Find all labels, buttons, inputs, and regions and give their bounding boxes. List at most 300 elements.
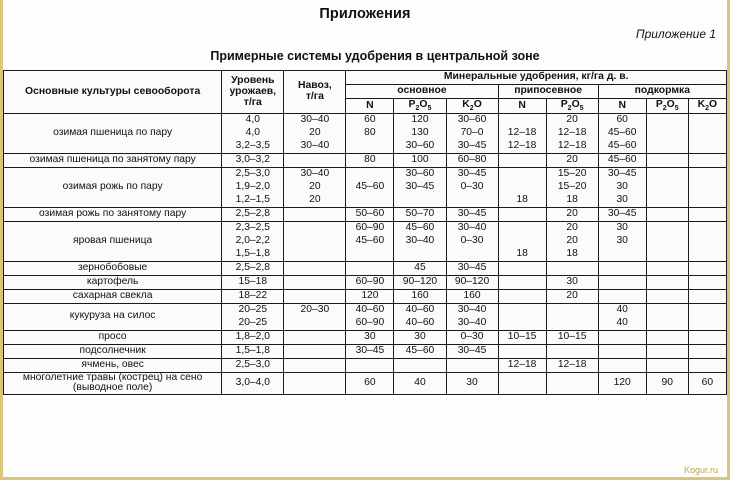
cell-value: 10–15: [507, 330, 537, 342]
cell-value: 45–60: [607, 154, 637, 166]
cell-value: [647, 208, 688, 221]
cell-value: [499, 114, 546, 127]
cell-topdressing-n: [598, 261, 646, 275]
header-yield-line1: Уровень: [231, 74, 275, 86]
cell-value: 18: [566, 194, 578, 206]
cell-value: [647, 194, 688, 207]
cell-value: [647, 181, 688, 194]
cell-value: 2,5–2,8: [235, 208, 270, 220]
cell-basic-p2o5: [394, 289, 446, 303]
cell-presowing-p2o5: [546, 222, 598, 262]
cell-value: [647, 331, 688, 344]
cell-topdressing-n: [598, 289, 646, 303]
table-row: [4, 168, 727, 208]
cell-basic-p2o5: [394, 330, 446, 344]
cell-value: [394, 194, 445, 207]
cell-value: 50–60: [355, 208, 385, 220]
cell-crop-name: озимая пшеница по занятому пару: [4, 154, 222, 168]
cell-value: 160: [411, 289, 429, 301]
cell-manure: [284, 222, 346, 262]
cell-topdressing-p2o5: [646, 303, 688, 330]
cell-value: [689, 208, 726, 221]
cell-value: [647, 235, 688, 248]
page-title: Приложения: [319, 6, 411, 22]
cell-crop-name: озимая рожь по пару: [4, 168, 222, 208]
cell-value: [499, 290, 546, 303]
cell-topdressing-k2o: [688, 289, 726, 303]
cell-value: [499, 168, 546, 181]
cell-basic-p2o5: [394, 303, 446, 330]
cell-value: 30–40: [457, 316, 487, 328]
cell-basic-k2o: [446, 289, 498, 303]
table-row: [4, 358, 727, 372]
cell-value: 60: [364, 114, 376, 126]
cell-presowing-p2o5: [546, 303, 598, 330]
cell-yield-level: [222, 114, 284, 154]
cell-basic-p2o5: [394, 372, 446, 395]
cell-topdressing-k2o: [688, 168, 726, 208]
cell-value: 15–20: [557, 168, 587, 180]
cell-basic-p2o5: [394, 114, 446, 154]
cell-presowing-p2o5: [546, 114, 598, 154]
cell-yield-level: [222, 358, 284, 372]
cell-value: [447, 248, 498, 261]
cell-basic-n: [346, 330, 394, 344]
cell-yield-level: [222, 372, 284, 395]
cell-value: 60: [701, 376, 714, 388]
cell-topdressing-k2o: [688, 222, 726, 262]
cell-value: 20–30: [300, 303, 330, 315]
cell-value: [447, 194, 498, 207]
cell-value: 3,0–3,2: [235, 154, 270, 166]
cell-presowing-n: [498, 261, 546, 275]
cell-value: [284, 262, 345, 275]
cell-yield-level: [222, 275, 284, 289]
header-presowing-n: N: [498, 98, 546, 113]
cell-value: 30: [616, 222, 628, 234]
cell-topdressing-n: [598, 344, 646, 358]
cell-value: 50–70: [405, 208, 435, 220]
cell-value: [647, 140, 688, 153]
table-row: [4, 344, 727, 358]
cell-value: 30–40: [300, 114, 330, 126]
cell-value: [599, 248, 646, 261]
cell-value: [547, 345, 598, 358]
cell-value: [499, 345, 546, 358]
cell-topdressing-p2o5: [646, 154, 688, 168]
cell-value: [447, 359, 498, 372]
header-manure-line1: Навоз,: [297, 80, 332, 92]
cell-value: [599, 290, 646, 303]
header-row-1: [4, 71, 727, 85]
cell-basic-k2o: [446, 168, 498, 208]
cell-presowing-p2o5: [546, 154, 598, 168]
cell-value: [647, 290, 688, 303]
table-body: [4, 114, 727, 395]
cell-topdressing-n: [598, 168, 646, 208]
cell-presowing-p2o5: [546, 330, 598, 344]
cell-presowing-p2o5: [546, 261, 598, 275]
cell-topdressing-k2o: [688, 330, 726, 344]
table-row: [4, 154, 727, 168]
cell-value: [394, 359, 445, 372]
cell-value: 12–18: [507, 358, 537, 370]
cell-value: 1,9–2,0: [235, 181, 270, 193]
cell-value: 12–18: [557, 127, 587, 139]
cell-topdressing-n: [598, 330, 646, 344]
cell-value: 30: [616, 181, 628, 193]
cell-value: 15–20: [557, 181, 587, 193]
cell-value: [647, 168, 688, 181]
cell-presowing-n: [498, 208, 546, 222]
cell-value: 0–30: [460, 234, 484, 246]
watermark: Kogur.ru: [683, 465, 718, 475]
cell-value: 18: [516, 247, 528, 259]
cell-value: [284, 248, 345, 261]
cell-value: 30–45: [607, 208, 637, 220]
cell-value: 30–40: [457, 222, 487, 234]
cell-value: [647, 114, 688, 127]
cell-value: [599, 345, 646, 358]
cell-value: [547, 317, 598, 330]
cell-basic-n: [346, 289, 394, 303]
table-row: [4, 289, 727, 303]
cell-yield-level: [222, 261, 284, 275]
cell-value: 12–18: [507, 127, 537, 139]
cell-value: [284, 331, 345, 344]
cell-presowing-n: [498, 222, 546, 262]
cell-crop-name: сахарная свекла: [4, 289, 222, 303]
cell-yield-level: [222, 289, 284, 303]
cell-value: 30–45: [457, 208, 487, 220]
cell-value: [599, 262, 646, 275]
cell-value: 30: [466, 376, 478, 388]
cell-value: [547, 377, 598, 390]
cell-crop-name: озимая рожь по занятому пару: [4, 208, 222, 222]
cell-basic-p2o5: [394, 168, 446, 208]
cell-basic-n: [346, 303, 394, 330]
cell-value: 40–60: [405, 303, 435, 315]
cell-yield-level: [222, 330, 284, 344]
cell-crop-name: кукуруза на силос: [4, 303, 222, 330]
cell-basic-n: [346, 372, 394, 395]
cell-value: 80: [364, 127, 376, 139]
cell-value: 30–45: [457, 344, 487, 356]
cell-value: [499, 222, 546, 235]
header-yield-level: [222, 71, 284, 114]
header-crop: Основные культуры севооборота: [4, 71, 222, 114]
cell-value: 100: [411, 154, 429, 166]
cell-basic-n: [346, 154, 394, 168]
cell-value: [689, 168, 726, 181]
cell-value: 3,0–4,0: [235, 376, 270, 388]
cell-basic-p2o5: [394, 275, 446, 289]
cell-presowing-p2o5: [546, 208, 598, 222]
cell-value: [689, 222, 726, 235]
cell-value: 4,0: [245, 114, 260, 126]
cell-basic-k2o: [446, 222, 498, 262]
cell-manure: [284, 289, 346, 303]
cell-value: 20: [566, 154, 578, 166]
cell-value: [499, 276, 546, 289]
cell-value: [647, 345, 688, 358]
cell-basic-p2o5: [394, 344, 446, 358]
cell-presowing-n: [498, 168, 546, 208]
cell-value: 90–120: [402, 275, 438, 287]
cell-basic-p2o5: [394, 208, 446, 222]
cell-value: [647, 127, 688, 140]
cell-presowing-n: [498, 372, 546, 395]
cell-presowing-n: [498, 358, 546, 372]
cell-topdressing-n: [598, 275, 646, 289]
cell-basic-k2o: [446, 114, 498, 154]
cell-value: 20: [309, 181, 321, 193]
cell-basic-n: [346, 261, 394, 275]
cell-value: [689, 345, 726, 358]
cell-presowing-p2o5: [546, 275, 598, 289]
cell-value: 3,2–3,5: [235, 140, 270, 152]
cell-value: [647, 222, 688, 235]
cell-value: 2,3–2,5: [235, 222, 270, 234]
table-row: [4, 261, 727, 275]
cell-basic-p2o5: [394, 154, 446, 168]
cell-value: 45–60: [607, 127, 637, 139]
cell-presowing-n: [498, 344, 546, 358]
cell-value: 10–15: [557, 330, 587, 342]
cell-presowing-n: [498, 289, 546, 303]
cell-value: [499, 235, 546, 248]
cell-value: 30–45: [607, 168, 637, 180]
cell-value: [499, 181, 546, 194]
header-topdressing-k2o: $K_2O$: [688, 98, 726, 113]
cell-basic-n: [346, 222, 394, 262]
cell-presowing-n: [498, 330, 546, 344]
cell-topdressing-p2o5: [646, 275, 688, 289]
cell-value: [647, 317, 688, 330]
cell-basic-n: [346, 344, 394, 358]
cell-manure: [284, 275, 346, 289]
cell-presowing-n: [498, 303, 546, 330]
cell-value: [647, 248, 688, 261]
cell-basic-k2o: [446, 330, 498, 344]
cell-value: 2,0–2,2: [235, 234, 270, 246]
cell-presowing-n: [498, 275, 546, 289]
table-row: [4, 303, 727, 330]
cell-value: 30–40: [405, 234, 435, 246]
cell-value: 45–60: [607, 140, 637, 152]
cell-value: [689, 194, 726, 207]
cell-value: 30: [616, 194, 628, 206]
header-group-presowing: припосевное: [498, 84, 598, 98]
cell-topdressing-p2o5: [646, 222, 688, 262]
cell-basic-k2o: [446, 208, 498, 222]
cell-presowing-p2o5: [546, 372, 598, 395]
cell-value: [284, 345, 345, 358]
cell-value: 80: [364, 154, 376, 166]
cell-value: 1,8–2,0: [235, 330, 270, 342]
cell-value: 90: [661, 376, 673, 388]
cell-value: 90–120: [454, 275, 490, 287]
cell-value: [346, 194, 393, 207]
header-basic-n: N: [346, 98, 394, 113]
cell-value: 2,5–3,0: [235, 358, 270, 370]
cell-basic-k2o: [446, 344, 498, 358]
cell-value: [284, 235, 345, 248]
header-topdressing-p2o5: $P_2O_5$: [646, 98, 688, 113]
cell-value: [284, 222, 345, 235]
table-title: Примерные системы удобрения в центральной зоне: [210, 49, 540, 63]
cell-value: [547, 262, 598, 275]
header-mineral-fertilizers: Минеральные удобрения, кг/га д. в.: [346, 71, 727, 85]
cell-value: 30–40: [457, 303, 487, 315]
cell-value: 1,5–1,8: [235, 247, 270, 259]
cell-topdressing-p2o5: [646, 208, 688, 222]
cell-value: [647, 359, 688, 372]
cell-manure: [284, 168, 346, 208]
cell-manure: [284, 114, 346, 154]
cell-crop-name: зернобобовые: [4, 261, 222, 275]
cell-presowing-p2o5: [546, 289, 598, 303]
cell-topdressing-p2o5: [646, 168, 688, 208]
cell-basic-n: [346, 114, 394, 154]
cell-topdressing-p2o5: [646, 330, 688, 344]
cell-value: 18–22: [238, 289, 268, 301]
header-yield-line2: урожаев,: [229, 85, 277, 97]
cell-crop-name: ячмень, овес: [4, 358, 222, 372]
cell-value: 20: [309, 127, 321, 139]
cell-value: 40–60: [405, 316, 435, 328]
cell-value: [499, 377, 546, 390]
cell-value: 20–25: [238, 303, 268, 315]
cell-value: [346, 359, 393, 372]
cell-manure: [284, 330, 346, 344]
cell-value: [284, 359, 345, 372]
cell-value: [689, 304, 726, 317]
cell-topdressing-n: [598, 303, 646, 330]
cell-topdressing-p2o5: [646, 344, 688, 358]
cell-manure: [284, 344, 346, 358]
cell-basic-p2o5: [394, 222, 446, 262]
cell-topdressing-k2o: [688, 154, 726, 168]
cell-value: [689, 154, 726, 167]
cell-value: 60: [364, 376, 376, 388]
cell-value: 30–40: [300, 168, 330, 180]
cell-basic-k2o: [446, 154, 498, 168]
cell-basic-n: [346, 275, 394, 289]
header-yield-line3: т/га: [243, 96, 262, 108]
header-manure-line2: т/га: [305, 91, 324, 103]
cell-value: 12–18: [557, 140, 587, 152]
cell-yield-level: [222, 154, 284, 168]
cell-value: [689, 317, 726, 330]
cell-presowing-p2o5: [546, 358, 598, 372]
cell-value: 1,5–1,8: [235, 344, 270, 356]
cell-basic-n: [346, 358, 394, 372]
cell-value: 20: [566, 289, 578, 301]
cell-value: 20: [566, 114, 578, 126]
cell-presowing-p2o5: [546, 344, 598, 358]
cell-yield-level: [222, 222, 284, 262]
cell-value: [647, 154, 688, 167]
cell-value: [284, 317, 345, 330]
cell-yield-level: [222, 344, 284, 358]
cell-value: 40: [414, 376, 426, 388]
cell-manure: [284, 358, 346, 372]
header-manure: [284, 71, 346, 114]
cell-basic-k2o: [446, 275, 498, 289]
cell-value: [599, 359, 646, 372]
cell-value: 30–45: [457, 168, 487, 180]
cell-value: 70–0: [460, 127, 484, 139]
cell-value: [689, 248, 726, 261]
cell-value: 15–18: [238, 275, 268, 287]
cell-basic-k2o: [446, 303, 498, 330]
cell-value: 0–30: [460, 181, 484, 193]
cell-value: 60–90: [355, 316, 385, 328]
cell-value: [689, 359, 726, 372]
cell-value: 30–60: [457, 114, 487, 126]
cell-value: [284, 154, 345, 167]
cell-value: [547, 304, 598, 317]
cell-manure: [284, 303, 346, 330]
cell-topdressing-p2o5: [646, 289, 688, 303]
cell-value: [689, 290, 726, 303]
cell-value: 4,0: [245, 127, 260, 139]
cell-value: 30–45: [457, 261, 487, 273]
cell-value: [689, 114, 726, 127]
cell-crop-name: подсолнечник: [4, 344, 222, 358]
cell-crop-name: просо: [4, 330, 222, 344]
cell-value: 20: [566, 222, 578, 234]
cell-value: 45–60: [405, 344, 435, 356]
table-row: [4, 208, 727, 222]
cell-value: 45–60: [405, 222, 435, 234]
cell-manure: [284, 154, 346, 168]
cell-value: [689, 181, 726, 194]
header-basic-p2o5: $P_2O_5$: [394, 98, 446, 113]
cell-value: [689, 140, 726, 153]
cell-value: 30: [414, 330, 426, 342]
cell-value: [499, 304, 546, 317]
cell-topdressing-k2o: [688, 275, 726, 289]
cell-value: [499, 262, 546, 275]
cell-value: [499, 317, 546, 330]
cell-value: 1,2–1,5: [235, 194, 270, 206]
cell-value: 20: [566, 234, 578, 246]
cell-topdressing-k2o: [688, 303, 726, 330]
cell-topdressing-n: [598, 222, 646, 262]
cell-value: 2,5–2,8: [235, 261, 270, 273]
table-row: [4, 114, 727, 154]
cell-value: 45–60: [355, 181, 385, 193]
cell-value: 30: [566, 275, 578, 287]
cell-value: 60: [616, 114, 628, 126]
cell-value: [346, 248, 393, 261]
cell-topdressing-p2o5: [646, 261, 688, 275]
cell-value: 30–45: [457, 140, 487, 152]
table-row: [4, 275, 727, 289]
cell-value: [647, 276, 688, 289]
cell-crop-name: яровая пшеница: [4, 222, 222, 262]
cell-value: 45: [414, 261, 426, 273]
cell-manure: [284, 372, 346, 395]
cell-value: 20: [566, 208, 578, 220]
header-presowing-p2o5: $P_2O_5$: [546, 98, 598, 113]
cell-value: 30–60: [405, 168, 435, 180]
cell-topdressing-p2o5: [646, 358, 688, 372]
table-row: [4, 372, 727, 395]
cell-value: 18: [566, 247, 578, 259]
